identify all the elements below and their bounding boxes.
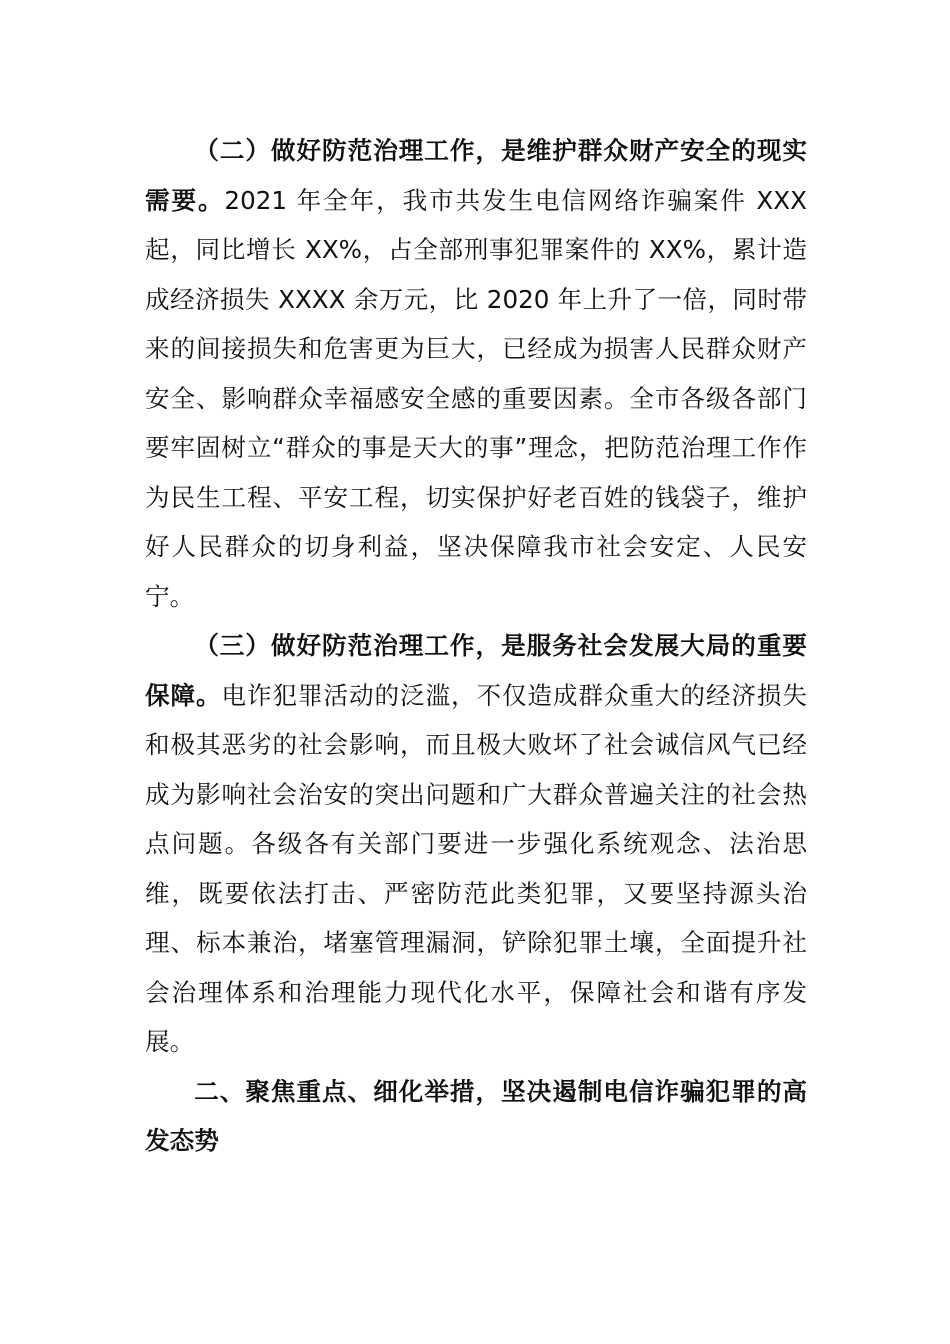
paragraph-3-lead: （三）做好防范治理工作，是服务社会发展大局的重要保障。: [145, 631, 807, 710]
document-page: [145, 126, 807, 1166]
paragraph-2-body: 2021 年全年，我市共发生电信网络诈骗案件 XXX 起，同比增长 XX%，占全部刑事犯罪案件的 XX%，累计造成经济损失 XXXX 余万元，比 2020 年上升了一倍，同时带来的间接损失和危害更为巨大，已经成为损害人民群众财产安全、影响群众幸福感安全感的重要因素。全市各级各部门要牢固树立“群众的事是天大的事”理念，把防范治理工作作为民生工程、平安工程，切实保护好老百姓的钱袋子，维护好人民群众的切身利益，坚决保障我市社会安定、人民安宁。: [145, 185, 807, 611]
section-heading: 二、聚焦重点、细化举措，坚决遏制电信诈骗犯罪的高发态势: [145, 1076, 807, 1155]
paragraph-3: [145, 621, 807, 1067]
paragraph-2: [145, 126, 807, 621]
paragraph-2-lead: （二）做好防范治理工作，是维护群众财产安全的现实需要。: [145, 136, 807, 215]
paragraph-3-body: 电诈犯罪活动的泛滥，不仅造成群众重大的经济损失和极其恶劣的社会影响，而且极大败坏了社会诚信风气已经成为影响社会治安的突出问题和广大群众普遍关注的社会热点问题。各级各有关部门要进一步强化系统观念、法治思维，既要依法打击、严密防范此类犯罪，又要坚持源头治理、标本兼治，堵塞管理漏洞，铲除犯罪土壤，全面提升社会治理体系和治理能力现代化水平，保障社会和谐有序发展。: [145, 680, 807, 1056]
